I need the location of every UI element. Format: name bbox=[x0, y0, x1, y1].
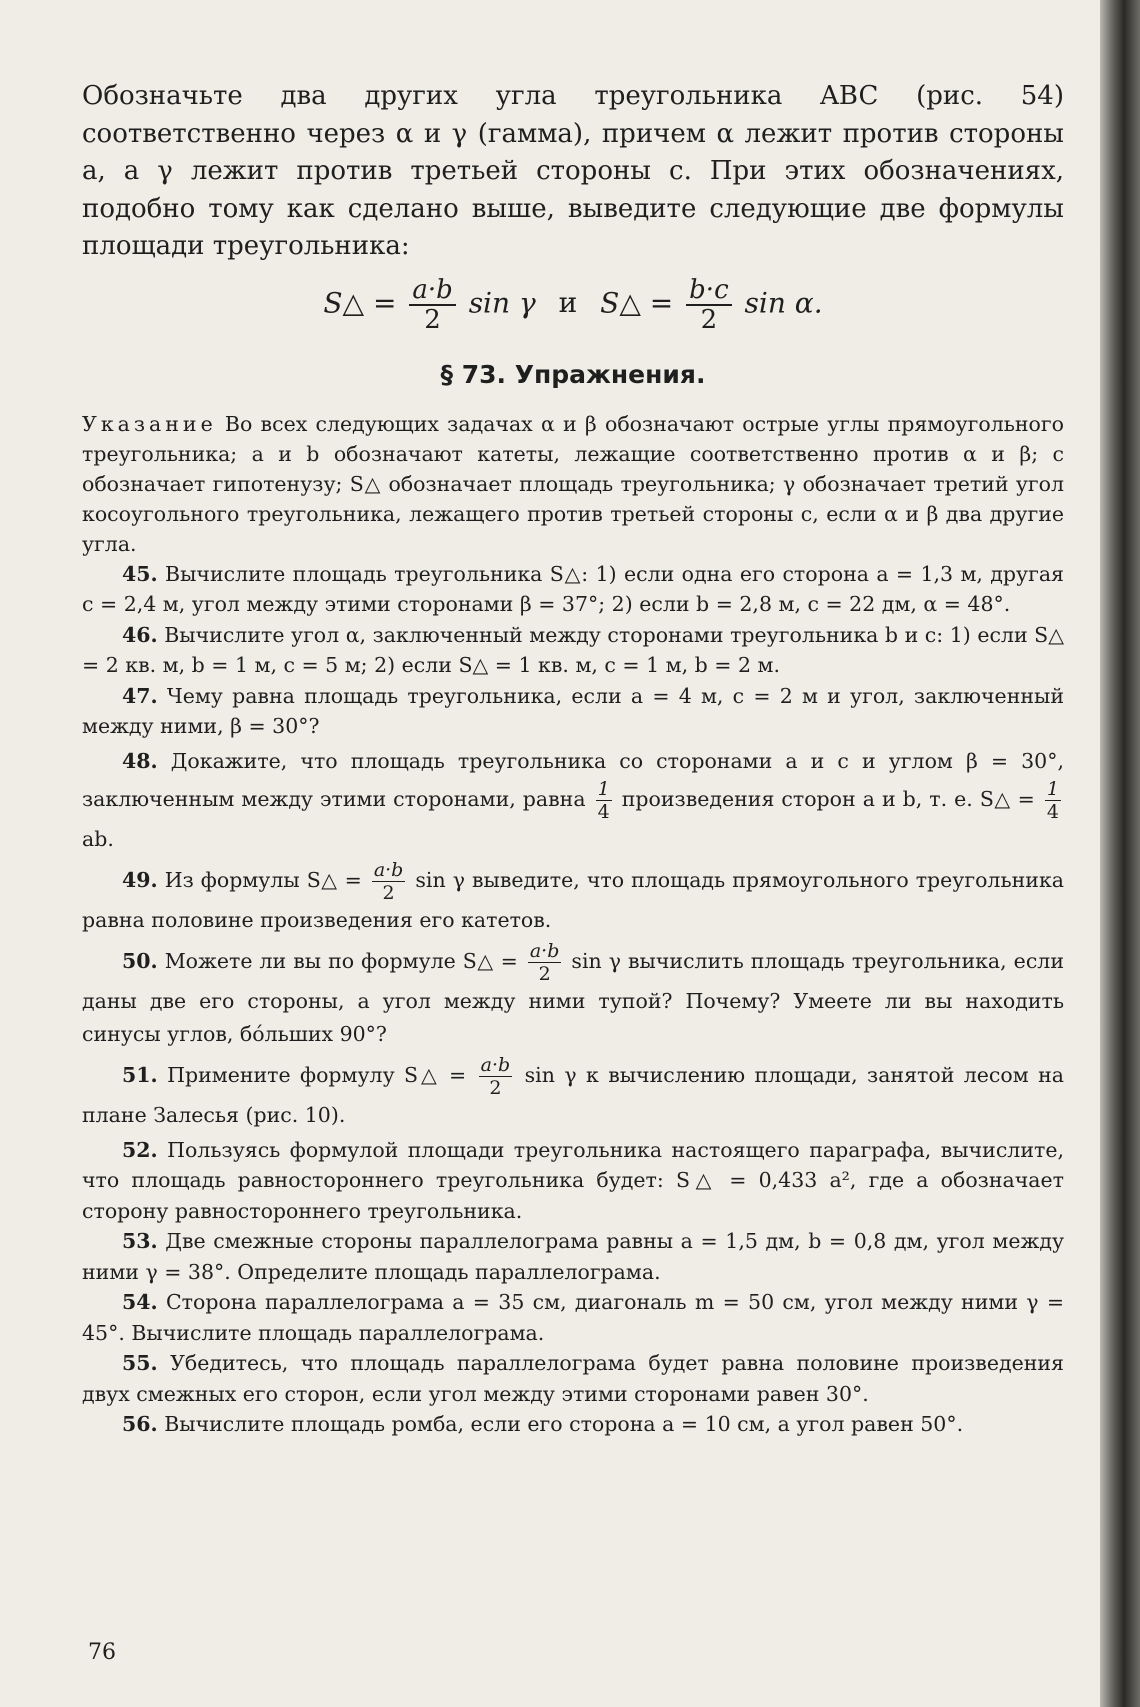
exercise-48 bbox=[82, 745, 1064, 856]
book-binding-shadow bbox=[1100, 0, 1140, 1707]
exercise-number: 48. bbox=[122, 748, 158, 773]
fraction-numerator: 1 bbox=[597, 777, 610, 800]
exercise-45 bbox=[82, 559, 1064, 620]
section-heading: § 73. Упражнения. bbox=[440, 359, 706, 389]
exercise-number: 54. bbox=[122, 1290, 158, 1314]
inline-fraction bbox=[372, 859, 406, 904]
formula-right-lhs: S△ = bbox=[600, 286, 674, 319]
exercise-number: 49. bbox=[122, 867, 158, 892]
exercise-47 bbox=[82, 681, 1064, 742]
page-text bbox=[82, 78, 1064, 1440]
formula-conjunction: и bbox=[558, 286, 578, 319]
intro-paragraph: Обозначьте два других угла треугольника ABC (рис. 54) соответственно через α и γ (гамма), причем α лежит против стороны a, а γ лежит против третьей стороны c. При этих обозначениях, подобно тому как сделано выше, выведите следующие две формулы площади треугольника: bbox=[82, 81, 1064, 261]
fraction-denominator: 2 bbox=[700, 304, 718, 335]
formula-right-fraction bbox=[686, 276, 731, 334]
inline-fraction bbox=[1045, 778, 1061, 823]
exercise-text-cont: произведения сторон a и b, т. е. S△ = bbox=[621, 786, 1035, 811]
exercise-52 bbox=[82, 1135, 1064, 1227]
exercise-text: Сторона параллелограма a = 35 см, диагональ m = 50 см, угол между ними γ = 45°. Вычислите площадь параллелограма. bbox=[82, 1290, 1064, 1345]
exercise-text: Из формулы S△ = bbox=[157, 867, 362, 892]
inline-fraction bbox=[528, 940, 562, 985]
exercise-number: 56. bbox=[122, 1412, 158, 1436]
formula-left-lhs: S△ = bbox=[323, 286, 397, 319]
fraction-denominator: 2 bbox=[424, 304, 441, 335]
exercise-text: Вычислите площадь треугольника S△: 1) если одна его сторона a = 1,3 м, другая c = 2,4 м, угол между этими сторонами β = 37°; 2) если b = 2,8 м, c = 22 дм, α = 48°. bbox=[82, 561, 1064, 616]
exercise-text: Вычислите площадь ромба, если его сторона a = 10 см, а угол равен 50°. bbox=[157, 1412, 964, 1436]
fraction-denominator: 2 bbox=[489, 1076, 502, 1099]
exercise-number: 45. bbox=[122, 561, 158, 586]
exercise-number: 47. bbox=[122, 683, 158, 708]
exercise-number: 55. bbox=[122, 1351, 158, 1375]
exercise-49 bbox=[82, 859, 1064, 937]
note-text: Во всех следующих задачах α и β обозначают острые углы прямоугольного треугольника; a и b обозначают катеты, лежащие соответственно против α и β; c обозначает гипотенузу; S△ обозначает площадь треугольника; γ обозначает третий угол косоугольного треугольника, лежащего против третьей стороны c, если α и β два другие угла. bbox=[82, 411, 1064, 556]
fraction-numerator: a·b bbox=[373, 858, 404, 881]
formula-right-tail: sin α. bbox=[744, 286, 823, 319]
fraction-denominator: 2 bbox=[382, 881, 395, 904]
exercise-55 bbox=[82, 1348, 1064, 1409]
exercise-text: Докажите, что площадь треугольника со сторонами a и c и углом β = 30°, заключенным между этими сторонами, равна bbox=[82, 748, 1064, 811]
exercise-text: Две смежные стороны параллелограма равны a = 1,5 дм, b = 0,8 дм, угол между ними γ = 38°. Определите площадь параллелограма. bbox=[82, 1229, 1064, 1284]
exercise-56 bbox=[82, 1409, 1064, 1440]
inline-fraction bbox=[479, 1054, 513, 1099]
exercise-text: Примените формулу S△ = bbox=[157, 1062, 467, 1087]
exercise-number: 51. bbox=[122, 1062, 158, 1087]
exercise-54 bbox=[82, 1287, 1064, 1348]
exercise-text: Пользуясь формулой площади треугольника настоящего параграфа, вычислите, что площадь равностороннего треугольника будет: S△ = 0,433 a², где a обозначает сторону равностороннего треугольника. bbox=[82, 1137, 1064, 1223]
inline-fraction bbox=[596, 778, 612, 823]
area-formulas bbox=[82, 276, 1064, 346]
note-lead: Указание bbox=[82, 411, 217, 436]
exercise-text-cont: sin γ к вычислению площади, занятой лесом на плане Залесья (рис. 10). bbox=[82, 1062, 1064, 1127]
exercise-number: 53. bbox=[122, 1229, 158, 1253]
exercise-text: Можете ли вы по формуле S△ = bbox=[157, 948, 518, 973]
exercise-51 bbox=[82, 1054, 1064, 1132]
page-number: 76 bbox=[88, 1640, 116, 1665]
exercise-text: Вычислите угол α, заключенный между сторонами треугольника b и c: 1) если S△ = 2 кв. м, b = 1 м, c = 5 м; 2) если S△ = 1 кв. м, c = 1 м, b = 2 м. bbox=[82, 622, 1064, 677]
exercise-46 bbox=[82, 620, 1064, 681]
fraction-denominator: 2 bbox=[538, 962, 551, 985]
exercise-number: 52. bbox=[122, 1137, 158, 1162]
exercise-text: Чему равна площадь треугольника, если a = 4 м, c = 2 м и угол, заключенный между ними, β = 30°? bbox=[82, 683, 1064, 738]
exercise-text-cont: sin γ вычислить площадь треугольника, если даны две его стороны, а угол между ними тупой? Почему? Умеете ли вы находить синусы углов, бóльших 90°? bbox=[82, 948, 1064, 1046]
formula-left-fraction bbox=[409, 276, 455, 334]
exercise-text: Убедитесь, что площадь параллелограма будет равна половине произведения двух смежных его сторон, если угол между этими сторонами равен 30°. bbox=[82, 1351, 1064, 1406]
exercise-50 bbox=[82, 940, 1064, 1051]
fraction-denominator: 4 bbox=[597, 800, 610, 823]
fraction-numerator: a·b bbox=[409, 276, 455, 306]
fraction-numerator: a·b bbox=[529, 939, 560, 962]
instruction-note bbox=[82, 409, 1064, 559]
exercise-53 bbox=[82, 1226, 1064, 1287]
exercise-number: 50. bbox=[122, 948, 158, 973]
fraction-numerator: 1 bbox=[1046, 777, 1059, 800]
exercise-text-cont: sin γ выведите, что площадь прямоугольного треугольника равна половине произведения его катетов. bbox=[82, 867, 1064, 932]
formula-left-tail: sin γ bbox=[468, 286, 536, 319]
fraction-numerator: b·c bbox=[686, 276, 731, 306]
fraction-denominator: 4 bbox=[1046, 800, 1059, 823]
exercise-number: 46. bbox=[122, 622, 158, 647]
fraction-numerator: a·b bbox=[480, 1053, 511, 1076]
exercise-text-end: ab. bbox=[82, 826, 114, 851]
